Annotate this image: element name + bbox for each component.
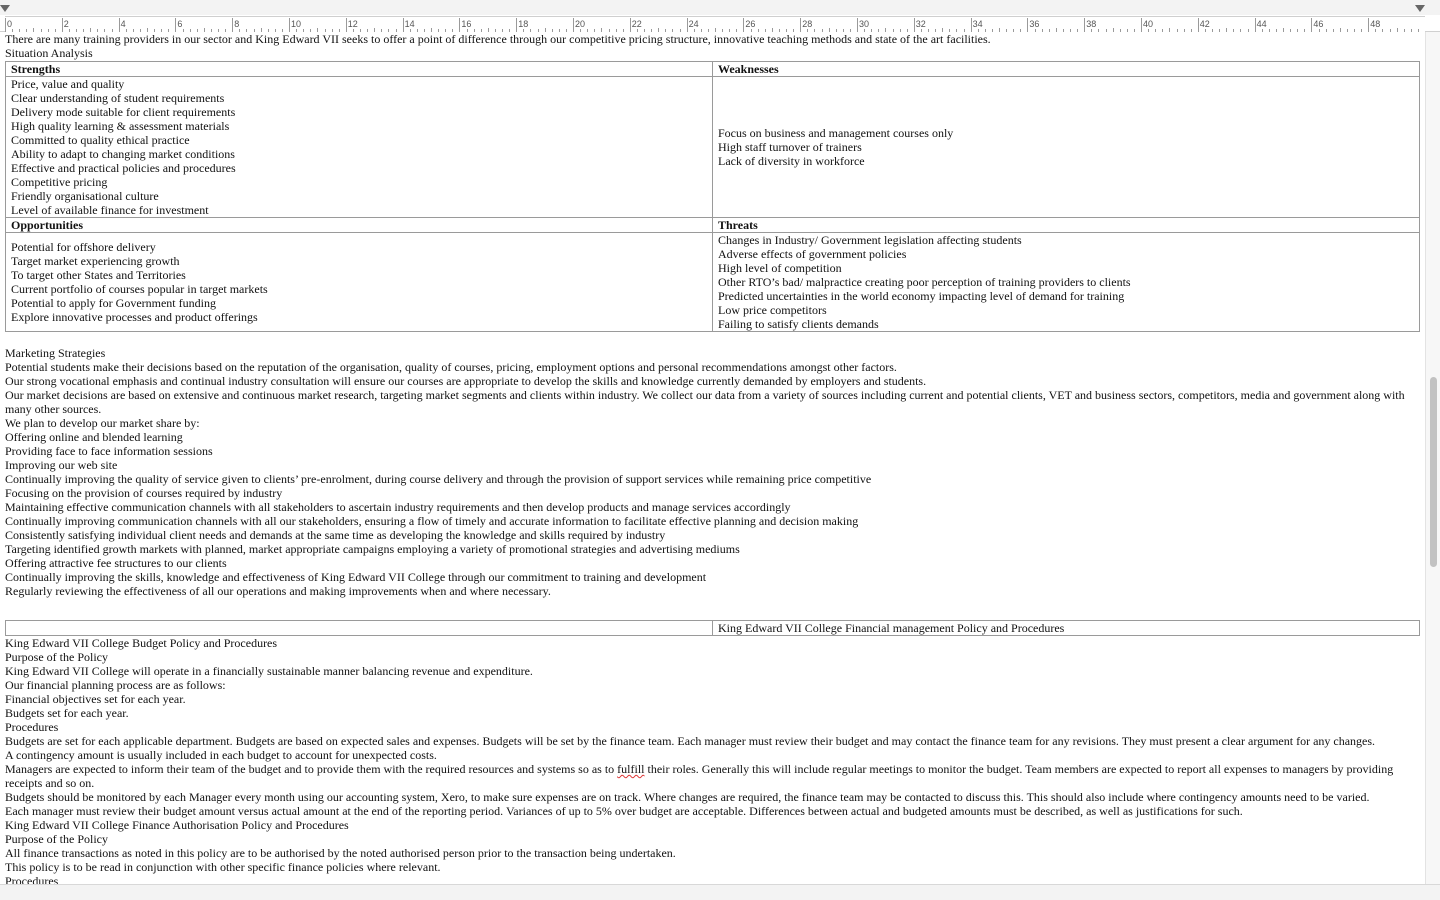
horizontal-ruler[interactable] xyxy=(0,0,1440,32)
weakness-item: Focus on business and management courses only xyxy=(718,126,954,140)
ruler-number: 38 xyxy=(1086,19,1097,29)
threats-header: Threats xyxy=(713,218,1420,233)
ruler-number: 2 xyxy=(63,19,69,29)
ruler-number: 12 xyxy=(347,19,358,29)
threat-item: Adverse effects of government policies xyxy=(718,247,907,261)
opportunity-item: Current portfolio of courses popular in target markets xyxy=(11,282,268,296)
ruler-number: 18 xyxy=(518,19,529,29)
opportunity-item: To target other States and Territories xyxy=(11,268,186,282)
ruler-number: 14 xyxy=(404,19,415,29)
ruler-scale xyxy=(5,16,1425,32)
threat-item: High level of competition xyxy=(718,261,842,275)
ruler-tick xyxy=(857,18,858,32)
plan-list xyxy=(5,430,1420,598)
strength-item: Level of available finance for investment xyxy=(11,203,209,217)
situation-analysis-heading: Situation Analysis xyxy=(5,46,93,60)
procedure-text: Managers are expected to inform their team of the budget and to provide them with the required resources and systems so as to xyxy=(5,762,618,776)
ruler-number: 10 xyxy=(291,19,302,29)
weakness-item: High staff turnover of trainers xyxy=(718,140,862,154)
ruler-number: 46 xyxy=(1313,19,1324,29)
plan-item: Targeting identified growth markets with planned, market appropriate campaigns employing a variety of promotional strategies and advertising mediums xyxy=(5,542,740,556)
opportunities-header: Opportunities xyxy=(6,218,713,233)
authorisation-purpose-heading: Purpose of the Policy xyxy=(5,832,108,846)
budget-policy-title: King Edward VII College Budget Policy and Procedures xyxy=(5,636,278,650)
ruler-tick xyxy=(1198,18,1199,32)
plan-item: Regularly reviewing the effectiveness of all our operations and making improvements when and where necessary. xyxy=(5,584,551,598)
authorisation-policy-title: King Edward VII College Finance Authorisation Policy and Procedures xyxy=(5,818,349,832)
marketing-paragraph: Our market decisions are based on extensive and continuous market research, targeting market segments and clients within industry. We collect our data from a variety of sources including current and potential clients, VET and business sectors, competitors, media and government along with many other sources. xyxy=(5,388,1405,416)
authorisation-procedures-heading: Procedures xyxy=(5,874,59,884)
plan-item: Consistently satisfying individual client needs and demands at the same time as developing the knowledge and skills required by industry xyxy=(5,528,666,542)
ruler-number: 42 xyxy=(1199,19,1210,29)
ruler-number: 0 xyxy=(7,19,13,29)
budget-purpose-heading: Purpose of the Policy xyxy=(5,650,108,664)
left-indent-marker[interactable] xyxy=(0,5,10,12)
opportunity-item: Potential to apply for Government funding xyxy=(11,296,216,310)
ruler-number: 44 xyxy=(1256,19,1267,29)
ruler-number: 30 xyxy=(859,19,870,29)
plan-item: Continually improving communication channels with all our stakeholders, ensuring a flow of timely and accurate information to facilitate effective planning and decision making xyxy=(5,514,859,528)
ruler-tick xyxy=(1311,18,1312,32)
ruler-top-strip xyxy=(0,0,1440,15)
plan-item: Offering online and blended learning xyxy=(5,430,183,444)
spacer xyxy=(5,598,1420,612)
ruler-number: 26 xyxy=(745,19,756,29)
threat-item: Failing to satisfy clients demands xyxy=(718,317,879,331)
ruler-number: 22 xyxy=(631,19,642,29)
budget-procedure: Budgets are set for each applicable department. Budgets are based on expected sales and expenses. Budgets will be set by the finance team. Each manager must review their budget and may contact the finance team for any revisions. They must present a clear argument for any changes. xyxy=(5,734,1376,748)
right-indent-marker[interactable] xyxy=(1415,5,1425,12)
plan-item: Improving our web site xyxy=(5,458,118,472)
weaknesses-cell xyxy=(713,77,1420,218)
ruler-number: 36 xyxy=(1029,19,1040,29)
ruler-number: 24 xyxy=(688,19,699,29)
threat-item: Predicted uncertainties in the world economy impacting level of demand for training xyxy=(718,289,1125,303)
threat-item: Changes in Industry/ Government legislation affecting students xyxy=(718,233,1022,247)
plan-item: Offering attractive fee structures to our clients xyxy=(5,556,227,570)
opportunities-list xyxy=(11,240,707,324)
strength-item: Ability to adapt to changing market conditions xyxy=(11,147,235,161)
process-list xyxy=(5,692,1420,720)
marketing-paragraph: Our strong vocational emphasis and continual industry consultation will ensure our courses are appropriate to develop the skills and knowledge currently demanded by employers and students. xyxy=(5,374,927,388)
strength-item: Friendly organisational culture xyxy=(11,189,159,203)
strength-item: Delivery mode suitable for client requirements xyxy=(11,105,236,119)
spacer xyxy=(5,332,1420,346)
budget-procedure xyxy=(5,762,1415,790)
ruler-number: 8 xyxy=(234,19,240,29)
marketing-paragraph: Potential students make their decisions based on the reputation of the organisation, quality of courses, pricing, employment options and personal recommendations amongst other factors. xyxy=(5,360,897,374)
ruler-number: 6 xyxy=(177,19,183,29)
spacer xyxy=(5,612,1420,620)
plan-item: Continually improving the skills, knowledge and effectiveness of King Edward VII College through our commitment to training and development xyxy=(5,570,707,584)
opportunity-item: Potential for offshore delivery xyxy=(11,240,156,254)
ruler-number: 48 xyxy=(1370,19,1381,29)
strength-item: Price, value and quality xyxy=(11,77,125,91)
ruler-tick xyxy=(914,18,915,32)
ruler-tick xyxy=(971,18,972,32)
financial-table-left-cell xyxy=(6,621,713,636)
strength-item: Competitive pricing xyxy=(11,175,108,189)
ruler-tick xyxy=(687,18,688,32)
ruler-tick xyxy=(516,18,517,32)
process-item: Budgets set for each year. xyxy=(5,706,129,720)
ruler-tick xyxy=(346,18,347,32)
ruler-tick xyxy=(403,18,404,32)
weaknesses-list xyxy=(718,126,1414,168)
bottom-status-strip xyxy=(0,884,1440,900)
ruler-tick xyxy=(1027,18,1028,32)
ruler-tick xyxy=(119,18,120,32)
ruler-number: 28 xyxy=(802,19,813,29)
ruler-tick xyxy=(573,18,574,32)
weaknesses-header: Weaknesses xyxy=(713,62,1420,77)
marketing-heading: Marketing Strategies xyxy=(5,346,106,360)
opportunity-item: Explore innovative processes and product offerings xyxy=(11,310,258,324)
budget-procedure: A contingency amount is usually included in each budget to account for unexpected costs. xyxy=(5,748,437,762)
budget-procedure: Budgets should be monitored by each Manager every month using our accounting system, Xero, to make sure expenses are on track. Where changes are required, the finance team may be contacted to discuss this. This should also include where contingency amounts need to be varied. xyxy=(5,790,1370,804)
authorisation-paragraph: This policy is to be read in conjunction with other specific finance policies where relevant. xyxy=(5,860,441,874)
plan-item: Continually improving the quality of service given to clients’ pre-enrolment, during course delivery and through the provision of support services while remaining price competitive xyxy=(5,472,872,486)
strengths-list xyxy=(11,77,707,217)
budget-procedures-heading: Procedures xyxy=(5,720,59,734)
ruler-tick xyxy=(232,18,233,32)
ruler-tick xyxy=(175,18,176,32)
ruler-tick xyxy=(800,18,801,32)
misspelled-word[interactable]: fulfill xyxy=(617,762,645,776)
swot-table xyxy=(5,61,1420,332)
threats-cell xyxy=(713,233,1420,332)
ruler-tick xyxy=(62,18,63,32)
threat-item: Low price competitors xyxy=(718,303,827,317)
ruler-number: 16 xyxy=(461,19,472,29)
financial-policy-table xyxy=(5,620,1420,636)
threats-list xyxy=(718,233,1414,331)
ruler-number: 32 xyxy=(915,19,926,29)
weakness-item: Lack of diversity in workforce xyxy=(718,154,865,168)
ruler-number: 20 xyxy=(575,19,586,29)
intro-paragraph: There are many training providers in our sector and King Edward VII seeks to offer a point of difference through our competitive pricing structure, innovative teaching methods and state of the art facilities. xyxy=(5,32,991,46)
scrollbar-thumb[interactable] xyxy=(1430,377,1437,567)
ruler-tick xyxy=(459,18,460,32)
ruler-tick xyxy=(289,18,290,32)
document-page[interactable] xyxy=(0,32,1425,884)
plan-intro: We plan to develop our market share by: xyxy=(5,416,200,430)
budget-procedure: Each manager must review their budget amount versus actual amount at the end of the reporting period. Variances of up to 5% over budget are acceptable. Differences between actual and budgeted amounts must be described, as well as justifications for such. xyxy=(5,804,1243,818)
plan-item: Providing face to face information sessions xyxy=(5,444,213,458)
plan-item: Focusing on the provision of courses required by industry xyxy=(5,486,283,500)
strength-item: Clear understanding of student requirements xyxy=(11,91,225,105)
ruler-tick xyxy=(1255,18,1256,32)
plan-item: Maintaining effective communication channels with all stakeholders to ascertain industry requirements and then develop products and manage services accordingly xyxy=(5,500,791,514)
ruler-number: 34 xyxy=(972,19,983,29)
budget-purpose-text: King Edward VII College will operate in a financially sustainable manner balancing revenue and expenditure. xyxy=(5,664,533,678)
vertical-scrollbar[interactable] xyxy=(1425,32,1440,884)
ruler-number: 40 xyxy=(1143,19,1154,29)
ruler-tick xyxy=(1084,18,1085,32)
process-item: Financial objectives set for each year. xyxy=(5,692,186,706)
opportunity-item: Target market experiencing growth xyxy=(11,254,180,268)
ruler-tick xyxy=(1368,18,1369,32)
procedure-text: their roles. Generally this will include regular meetings to monitor the budget. Team members are expected to report all expenses to managers by providing receipts and so on. xyxy=(5,762,1394,790)
strength-item: Committed to quality ethical practice xyxy=(11,133,190,147)
opportunities-cell xyxy=(6,233,713,332)
ruler-tick xyxy=(1141,18,1142,32)
strength-item: High quality learning & assessment materials xyxy=(11,119,230,133)
strength-item: Effective and practical policies and procedures xyxy=(11,161,236,175)
ruler-number: 4 xyxy=(120,19,126,29)
authorisation-paragraph: All finance transactions as noted in this policy are to be authorised by the noted authorised person prior to the transaction being undertaken. xyxy=(5,846,676,860)
strengths-header: Strengths xyxy=(6,62,713,77)
ruler-tick xyxy=(5,18,6,32)
budget-process-intro: Our financial planning process are as follows: xyxy=(5,678,226,692)
threat-item: Other RTO’s bad/ malpractice creating poor perception of training providers to clients xyxy=(718,275,1131,289)
ruler-tick xyxy=(630,18,631,32)
ruler-tick xyxy=(743,18,744,32)
strengths-cell xyxy=(6,77,713,218)
financial-table-title: King Edward VII College Financial management Policy and Procedures xyxy=(713,621,1420,636)
